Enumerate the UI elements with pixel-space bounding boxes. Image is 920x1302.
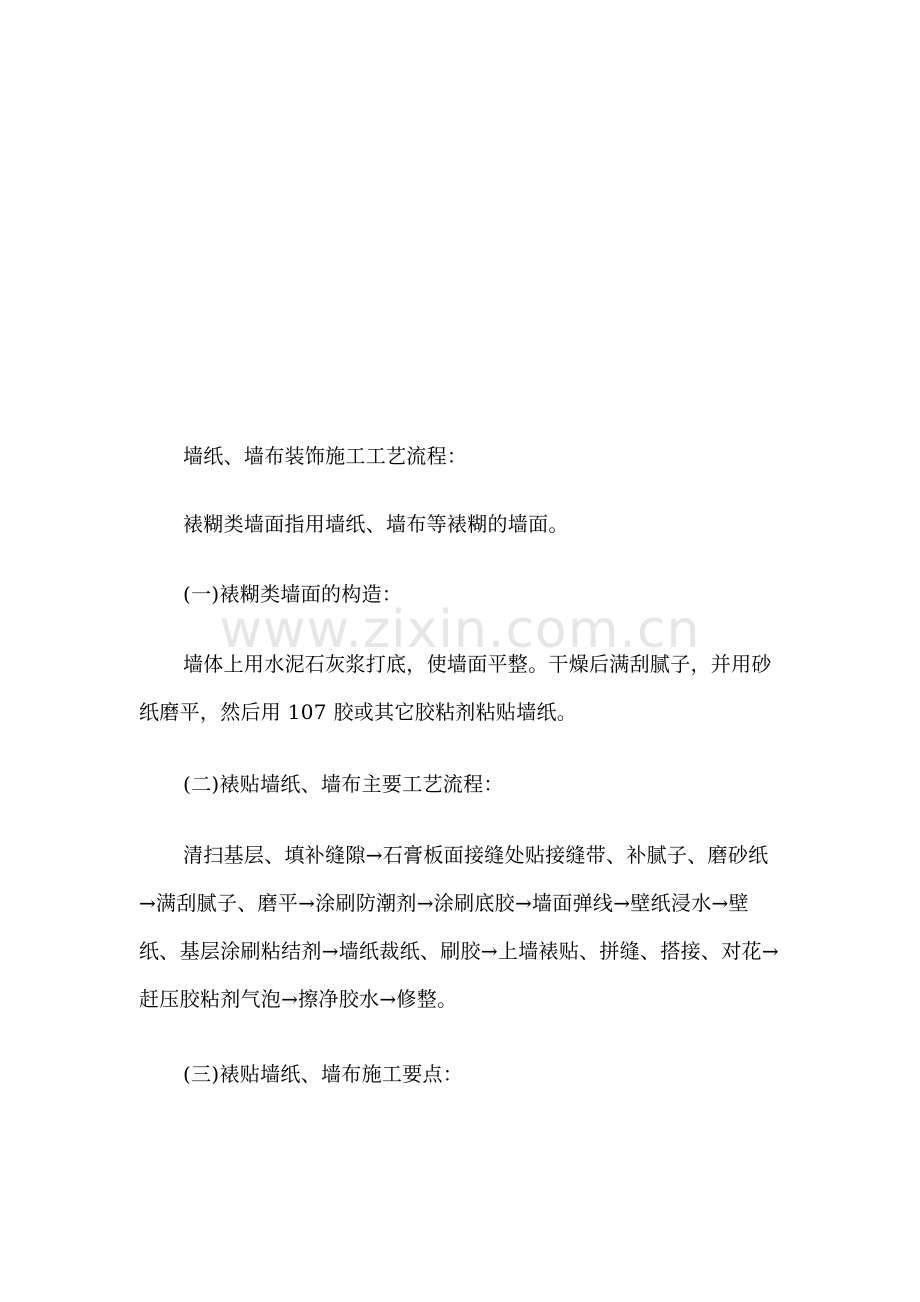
construction-paragraph: 墙体上用水泥石灰浆打底，使墙面平整。干燥后满刮腻子，并用砂纸磨平，然后用 107 胶或其它胶粘剂粘贴墙纸。 — [139, 652, 772, 724]
intro-paragraph: 裱糊类墙面指用墙纸、墙布等裱糊的墙面。 — [183, 512, 569, 536]
watermark: www.zixin.com.cn — [219, 600, 701, 660]
process-flow-paragraph: 清扫基层、填补缝隙→石膏板面接缝处贴接缝带、补腻子、磨砂纸→满刮腻子、磨平→涂刷防潮剂→涂刷底胶→墙面弹线→壁纸浸水→壁纸、基层涂刷粘结剂→墙纸裁纸、刷胶→上墙裱贴、拼缝、搭接、对花→赶压胶粘剂气泡→擦净胶水→修整。 — [139, 843, 779, 1011]
heading-process-flow: (二)裱贴墙纸、墙布主要工艺流程： — [183, 772, 504, 796]
section-title: 墙纸、墙布装饰施工工艺流程： — [183, 444, 468, 468]
heading-key-points: (三)裱贴墙纸、墙布施工要点： — [183, 1062, 464, 1086]
heading-construction: (一)裱糊类墙面的构造： — [183, 582, 403, 606]
